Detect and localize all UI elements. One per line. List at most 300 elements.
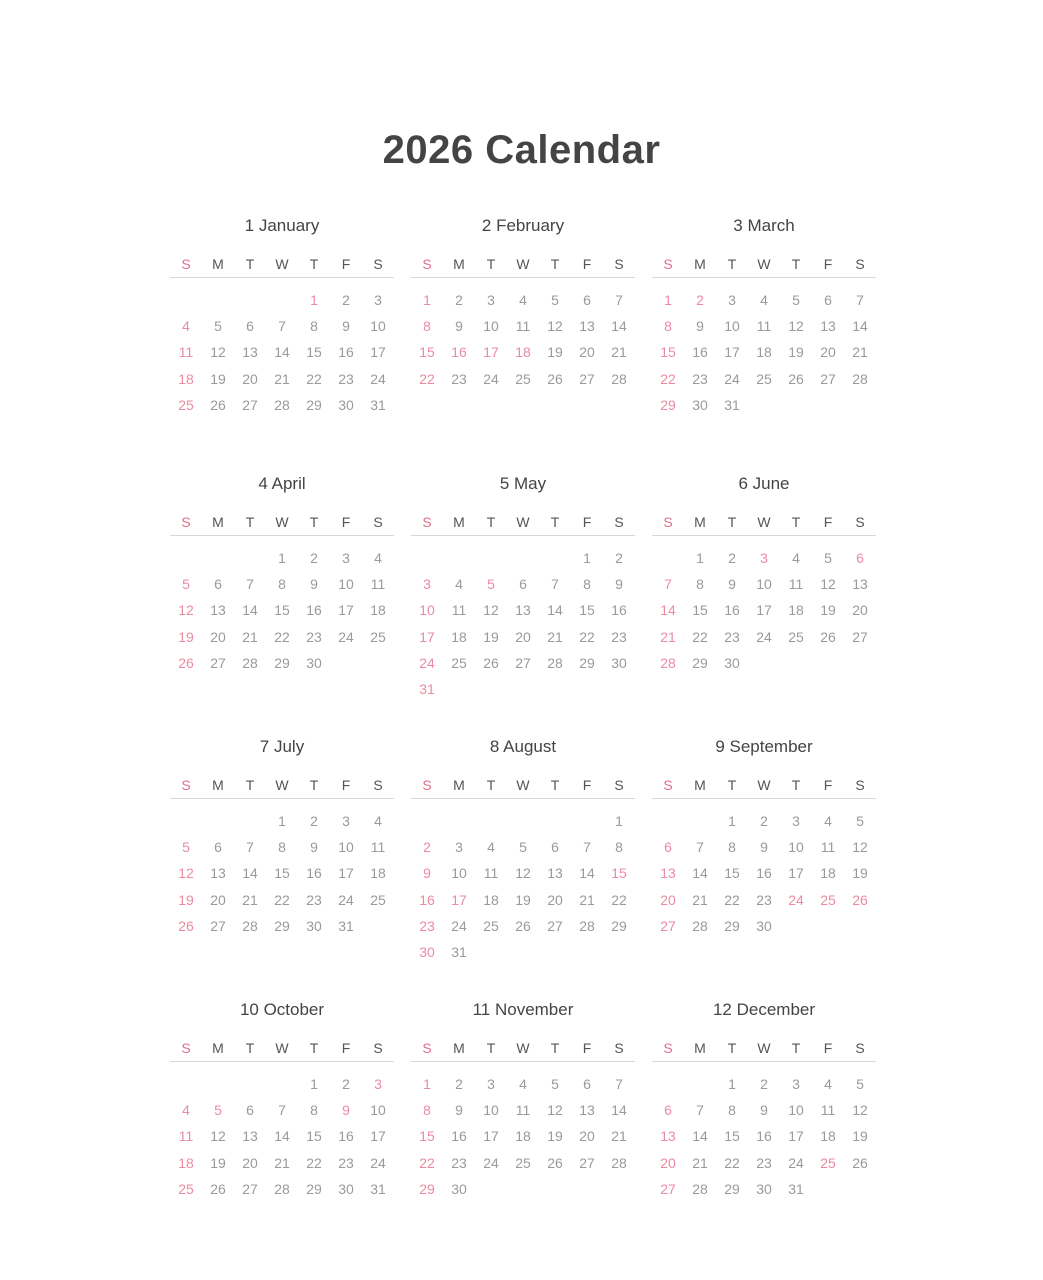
day-cell: 14: [547, 602, 563, 619]
day-cell-holiday: 6: [664, 1102, 672, 1119]
weekday-label: F: [823, 256, 833, 272]
day-cell-holiday: 27: [660, 1180, 676, 1197]
day-cell-holiday: 12: [178, 602, 194, 619]
weekday-label: M: [453, 1040, 465, 1056]
day-cell-holiday: 24: [419, 654, 435, 671]
day-cell: 20: [515, 628, 531, 645]
weekday-header: [411, 1040, 635, 1060]
weekday-label: S: [422, 514, 432, 530]
day-cell: 13: [210, 865, 226, 882]
day-cell: 3: [342, 550, 350, 566]
day-cell: 28: [611, 370, 627, 387]
day-cell: 16: [338, 344, 354, 361]
day-cell-holiday: 9: [423, 865, 431, 882]
day-cell: 29: [274, 917, 290, 934]
weekday-header: [170, 256, 394, 276]
day-cell: 4: [519, 1076, 527, 1092]
day-cell: 19: [547, 344, 563, 361]
weekday-label: T: [245, 256, 255, 272]
day-cell: 13: [515, 602, 531, 619]
day-cell: 23: [724, 628, 740, 645]
weekday-label: S: [422, 256, 432, 272]
day-cell: 17: [338, 865, 354, 882]
weekday-label: M: [453, 777, 465, 793]
weekday-label: S: [663, 777, 673, 793]
day-cell: 1: [310, 1076, 318, 1092]
day-cell: 4: [824, 813, 832, 829]
day-cell: 29: [274, 654, 290, 671]
day-cell: 27: [579, 370, 595, 387]
day-cell: 15: [306, 1128, 322, 1145]
day-cell: 26: [820, 628, 836, 645]
day-cell: 23: [451, 1154, 467, 1171]
day-cell: 2: [342, 292, 350, 308]
day-cell-holiday: 4: [182, 318, 190, 335]
day-cell: 5: [824, 550, 832, 566]
day-cell-holiday: 2: [696, 292, 704, 308]
header-divider: [411, 1061, 635, 1062]
day-cell: 19: [852, 865, 868, 882]
day-cell: 25: [788, 628, 804, 645]
day-cell: 6: [214, 839, 222, 856]
day-cell: 24: [756, 628, 772, 645]
day-cell-holiday: 30: [419, 944, 435, 960]
day-cell: 14: [274, 1128, 290, 1145]
day-cell: 9: [310, 576, 318, 593]
day-cell: 23: [338, 370, 354, 387]
day-cell: 27: [515, 654, 531, 671]
day-cell-holiday: 15: [419, 1128, 435, 1145]
weekday-label: S: [373, 256, 383, 272]
day-cell: 8: [728, 839, 736, 856]
day-cell-holiday: 11: [178, 1128, 194, 1145]
day-cell: 30: [756, 1180, 772, 1197]
weekday-label: F: [341, 1040, 351, 1056]
day-cell: 9: [615, 576, 623, 593]
day-cell: 24: [451, 917, 467, 934]
day-cell-holiday: 25: [178, 396, 194, 413]
day-cell: 15: [724, 865, 740, 882]
header-divider: [170, 535, 394, 536]
day-cell: 22: [274, 891, 290, 908]
header-divider: [652, 1061, 876, 1062]
day-cell: 28: [274, 1180, 290, 1197]
day-cell: 17: [756, 602, 772, 619]
weekday-label: F: [341, 777, 351, 793]
day-cell-holiday: 1: [423, 1076, 431, 1092]
day-cell-holiday: 17: [451, 891, 467, 908]
day-cell: 30: [306, 654, 322, 671]
header-divider: [411, 277, 635, 278]
weekday-label: F: [341, 514, 351, 530]
weekday-label: W: [516, 514, 530, 530]
day-cell: 1: [583, 550, 591, 566]
day-cell: 2: [310, 813, 318, 829]
weekday-label: S: [181, 514, 191, 530]
day-cell: 7: [246, 576, 254, 593]
day-cell: 4: [792, 550, 800, 566]
day-cell: 13: [852, 576, 868, 593]
weekday-label: F: [582, 514, 592, 530]
day-cell: 6: [246, 318, 254, 335]
day-cell-holiday: 18: [178, 1154, 194, 1171]
weekday-label: S: [181, 777, 191, 793]
day-cell: 18: [515, 1128, 531, 1145]
day-cell-holiday: 5: [182, 839, 190, 856]
day-cell: 12: [852, 839, 868, 856]
day-cell: 29: [724, 1180, 740, 1197]
day-cell: 18: [370, 602, 386, 619]
day-cell: 29: [611, 917, 627, 934]
month-title: 6 June: [738, 474, 790, 493]
day-cell: 16: [724, 602, 740, 619]
day-cell: 8: [310, 318, 318, 335]
weekday-label: S: [614, 1040, 624, 1056]
day-cell: 21: [692, 891, 708, 908]
weekday-label: S: [855, 777, 865, 793]
day-cell: 23: [756, 891, 772, 908]
day-cell: 24: [370, 1154, 386, 1171]
day-cell: 5: [551, 292, 559, 308]
day-cell: 6: [214, 576, 222, 593]
day-cell-holiday: 1: [310, 292, 318, 308]
day-cell: 10: [338, 576, 354, 593]
day-cell-holiday: 8: [664, 318, 672, 335]
day-cell: 29: [692, 654, 708, 671]
day-cell: 19: [210, 1154, 226, 1171]
day-cell: 1: [615, 813, 623, 829]
weekday-label: S: [855, 1040, 865, 1056]
day-cell: 22: [611, 891, 627, 908]
day-cell: 25: [483, 917, 499, 934]
weekday-label: S: [614, 777, 624, 793]
day-cell: 10: [451, 865, 467, 882]
day-cell: 16: [306, 602, 322, 619]
day-cell: 3: [342, 813, 350, 829]
day-cell: 23: [756, 1154, 772, 1171]
day-cell-holiday: 2: [423, 839, 431, 856]
day-cell: 25: [451, 654, 467, 671]
day-cell: 2: [760, 1076, 768, 1092]
day-cell: 30: [306, 917, 322, 934]
day-cell: 10: [788, 839, 804, 856]
day-cell: 19: [515, 891, 531, 908]
day-cell-holiday: 5: [182, 576, 190, 593]
day-cell-holiday: 25: [820, 891, 836, 908]
day-cell: 6: [246, 1102, 254, 1119]
day-cell-holiday: 10: [419, 602, 435, 619]
day-cell-holiday: 4: [182, 1102, 190, 1119]
day-cell-holiday: 5: [214, 1102, 222, 1119]
day-cell: 28: [611, 1154, 627, 1171]
day-cell-holiday: 20: [660, 891, 676, 908]
day-cell: 9: [728, 576, 736, 593]
day-cell: 6: [551, 839, 559, 856]
day-cell: 18: [756, 344, 772, 361]
day-cell: 13: [242, 344, 258, 361]
header-divider: [411, 798, 635, 799]
header-divider: [652, 798, 876, 799]
day-cell: 2: [455, 1076, 463, 1092]
weekday-label: T: [309, 777, 319, 793]
day-cell: 10: [483, 1102, 499, 1119]
weekday-label: F: [823, 777, 833, 793]
weekday-label: M: [694, 514, 706, 530]
day-cell: 9: [455, 1102, 463, 1119]
day-cell: 19: [852, 1128, 868, 1145]
day-cell-holiday: 25: [178, 1180, 194, 1197]
day-cell: 25: [370, 891, 386, 908]
weekday-label: M: [694, 256, 706, 272]
day-cell: 8: [583, 576, 591, 593]
weekday-label: W: [757, 777, 771, 793]
day-cell: 28: [242, 654, 258, 671]
day-cell: 21: [547, 628, 563, 645]
weekday-label: S: [663, 256, 673, 272]
day-cell: 4: [760, 292, 768, 308]
day-cell: 30: [451, 1180, 467, 1197]
day-cell: 5: [214, 318, 222, 335]
weekday-label: M: [453, 514, 465, 530]
day-cell: 4: [374, 813, 382, 829]
day-cell-holiday: 22: [419, 370, 435, 387]
day-cell-holiday: 8: [423, 318, 431, 335]
day-cell: 21: [274, 370, 290, 387]
day-cell: 31: [370, 1180, 386, 1197]
weekday-label: S: [181, 256, 191, 272]
weekday-label: T: [550, 514, 560, 530]
day-cell: 22: [274, 628, 290, 645]
day-cell: 26: [852, 1154, 868, 1171]
day-cell: 12: [547, 1102, 563, 1119]
day-cell: 4: [824, 1076, 832, 1092]
day-cell: 11: [370, 576, 386, 593]
day-cell: 10: [756, 576, 772, 593]
day-cell: 22: [306, 1154, 322, 1171]
day-cell: 27: [547, 917, 563, 934]
day-cell: 16: [338, 1128, 354, 1145]
day-cell: 4: [374, 550, 382, 566]
day-cell: 21: [242, 891, 258, 908]
weekday-header: [170, 777, 394, 797]
weekday-label: M: [694, 777, 706, 793]
month-title: 3 March: [733, 216, 795, 235]
day-cell: 1: [728, 1076, 736, 1092]
day-cell: 11: [788, 576, 804, 593]
day-cell: 29: [724, 917, 740, 934]
day-cell-holiday: 29: [660, 396, 676, 413]
day-cell: 24: [788, 1154, 804, 1171]
day-cell: 19: [210, 370, 226, 387]
weekday-label: M: [212, 256, 224, 272]
day-cell: 7: [856, 292, 864, 308]
day-cell: 1: [696, 550, 704, 566]
day-cell-holiday: 26: [852, 891, 868, 908]
day-cell: 25: [515, 1154, 531, 1171]
day-cell: 28: [242, 917, 258, 934]
day-cell: 31: [370, 396, 386, 413]
weekday-label: T: [486, 514, 496, 530]
weekday-label: T: [727, 1040, 737, 1056]
day-cell: 8: [615, 839, 623, 856]
day-cell: 12: [210, 344, 226, 361]
day-cell: 8: [278, 839, 286, 856]
day-cell: 7: [278, 1102, 286, 1119]
day-cell: 17: [724, 344, 740, 361]
day-cell: 18: [451, 628, 467, 645]
day-cell: 16: [756, 1128, 772, 1145]
day-cell-holiday: 17: [483, 344, 499, 361]
day-cell: 17: [370, 344, 386, 361]
day-cell: 27: [210, 917, 226, 934]
day-cell: 19: [820, 602, 836, 619]
month-title: 12 December: [712, 1000, 816, 1019]
weekday-label: S: [855, 514, 865, 530]
month-title: 5 May: [499, 474, 547, 493]
day-cell: 3: [792, 1076, 800, 1092]
day-cell: 21: [611, 344, 627, 361]
day-cell: 3: [455, 839, 463, 856]
weekday-label: F: [582, 777, 592, 793]
day-cell: 27: [852, 628, 868, 645]
weekday-label: F: [823, 1040, 833, 1056]
day-cell: 20: [852, 602, 868, 619]
day-cell: 7: [696, 839, 704, 856]
day-cell: 17: [370, 1128, 386, 1145]
day-cell: 20: [210, 628, 226, 645]
day-cell: 20: [210, 891, 226, 908]
day-cell: 28: [692, 917, 708, 934]
day-cell: 9: [310, 839, 318, 856]
day-cell: 23: [611, 628, 627, 645]
weekday-label: W: [757, 1040, 771, 1056]
header-divider: [652, 535, 876, 536]
day-cell: 20: [579, 1128, 595, 1145]
month-title: 10 October: [239, 1000, 325, 1019]
day-cell: 18: [788, 602, 804, 619]
weekday-label: S: [373, 1040, 383, 1056]
weekday-label: W: [275, 256, 289, 272]
day-cell: 11: [483, 865, 499, 882]
page-title: 2026 Calendar: [382, 128, 661, 172]
day-cell: 17: [338, 602, 354, 619]
day-cell: 22: [692, 628, 708, 645]
weekday-label: S: [422, 1040, 432, 1056]
weekday-header: [411, 256, 635, 276]
day-cell: 14: [242, 602, 258, 619]
weekday-label: S: [373, 514, 383, 530]
weekday-label: T: [550, 1040, 560, 1056]
weekday-label: S: [855, 256, 865, 272]
day-cell: 28: [579, 917, 595, 934]
day-cell: 14: [692, 1128, 708, 1145]
day-cell: 31: [451, 944, 467, 960]
weekday-header: [652, 1040, 876, 1060]
day-cell: 3: [487, 1076, 495, 1092]
day-cell: 20: [242, 1154, 258, 1171]
day-cell: 12: [515, 865, 531, 882]
day-cell: 19: [788, 344, 804, 361]
day-cell-holiday: 25: [820, 1154, 836, 1171]
day-cell: 6: [519, 576, 527, 593]
day-cell: 29: [306, 1180, 322, 1197]
weekday-label: T: [727, 514, 737, 530]
day-cell-holiday: 26: [178, 917, 194, 934]
weekday-header: [170, 514, 394, 534]
day-cell: 22: [579, 628, 595, 645]
day-cell: 7: [696, 1102, 704, 1119]
day-cell: 7: [551, 576, 559, 593]
day-cell: 11: [820, 1102, 836, 1119]
day-cell: 17: [788, 1128, 804, 1145]
day-cell: 20: [547, 891, 563, 908]
weekday-label: F: [582, 1040, 592, 1056]
day-cell: 26: [515, 917, 531, 934]
day-cell-holiday: 16: [419, 891, 435, 908]
day-cell: 1: [728, 813, 736, 829]
day-cell: 13: [820, 318, 836, 335]
day-cell: 31: [788, 1180, 804, 1197]
weekday-label: T: [791, 1040, 801, 1056]
weekday-label: T: [309, 514, 319, 530]
weekday-label: F: [582, 256, 592, 272]
day-cell-holiday: 29: [419, 1180, 435, 1197]
day-cell: 5: [856, 1076, 864, 1092]
month-title: 2 February: [481, 216, 565, 235]
weekday-label: T: [791, 256, 801, 272]
day-cell: 15: [724, 1128, 740, 1145]
day-cell: 22: [724, 1154, 740, 1171]
header-divider: [170, 1061, 394, 1062]
day-cell: 29: [306, 396, 322, 413]
month-title: 11 November: [472, 1000, 574, 1019]
day-cell-holiday: 6: [856, 550, 864, 566]
day-cell-holiday: 6: [664, 839, 672, 856]
day-cell: 7: [615, 1076, 623, 1092]
day-cell: 26: [547, 370, 563, 387]
day-cell: 27: [210, 654, 226, 671]
header-divider: [170, 798, 394, 799]
day-cell: 8: [728, 1102, 736, 1119]
day-cell: 12: [788, 318, 804, 335]
day-cell: 4: [487, 839, 495, 856]
month-title: 7 July: [259, 737, 305, 756]
weekday-header: [652, 514, 876, 534]
day-cell: 11: [515, 1102, 531, 1119]
day-cell: 15: [306, 344, 322, 361]
day-cell: 31: [338, 917, 354, 934]
weekday-label: S: [663, 1040, 673, 1056]
weekday-label: S: [614, 256, 624, 272]
day-cell: 15: [274, 602, 290, 619]
day-cell-holiday: 22: [660, 370, 676, 387]
day-cell: 17: [483, 1128, 499, 1145]
day-cell: 27: [242, 1180, 258, 1197]
day-cell-holiday: 1: [423, 292, 431, 308]
day-cell: 14: [274, 344, 290, 361]
day-cell: 11: [820, 839, 836, 856]
weekday-header: [652, 777, 876, 797]
day-cell: 28: [274, 396, 290, 413]
day-cell: 26: [788, 370, 804, 387]
day-cell: 27: [820, 370, 836, 387]
header-divider: [411, 535, 635, 536]
day-cell: 18: [820, 1128, 836, 1145]
weekday-label: W: [275, 777, 289, 793]
day-cell-holiday: 17: [419, 628, 435, 645]
weekday-label: W: [516, 256, 530, 272]
day-cell: 30: [724, 654, 740, 671]
